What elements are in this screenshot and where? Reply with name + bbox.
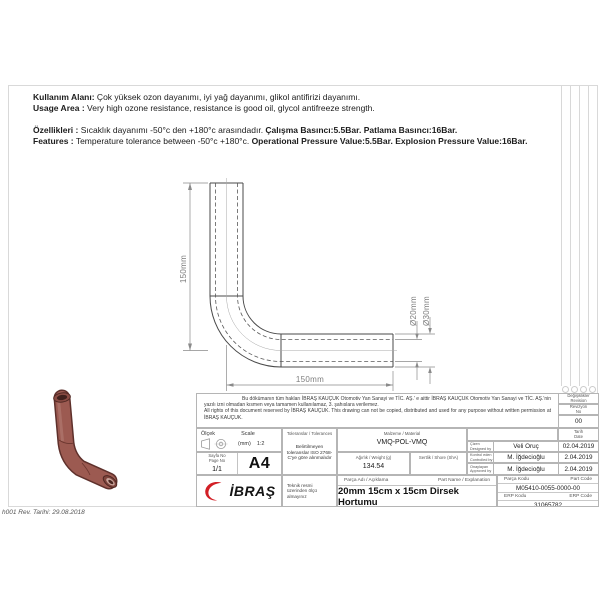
designed-date: 02.04.2019 [558,441,599,452]
description-block [33,92,558,147]
revision-strips [561,86,598,393]
material-cell: Malzeme / Material VMQ-POL-VMQ [337,428,467,452]
designed-by-label: Çizen Designed by [467,441,494,452]
features-tr-label: Özellikleri : [33,125,79,135]
usage-area-tr [33,92,558,103]
part-name-value: 20mm 15cm x 15cm Dirsek Hortumu [338,485,459,507]
revision-no-label: Revizyon No [558,404,599,415]
ibras-logo [196,475,282,507]
scale-cell [196,428,282,452]
title-block [196,393,599,507]
date-header: Tarih Date [558,428,599,441]
features-en-text: Temperature tolerance between -50°c +180°c. [73,136,252,146]
legal-text-en: All rights of this document reserved by İBRAŞ KAUÇUK. This drawing can not be copied, distributed and used for any purpose without written permission at İBRAŞ KAUÇUK. [204,408,551,421]
erp-code-value: 31065782 [533,501,563,507]
legal-notice [196,393,559,428]
scale-value: 1:2 [256,441,265,447]
elbow-technical-drawing [150,165,450,405]
footer-revision-note: h001 Rev. Tarihi: 29.08.2018 [2,509,85,516]
ibras-logo-text: İBRAŞ [229,483,276,499]
scale-unit: (mm) [238,441,251,447]
approved-date: 2.04.2019 [558,463,599,475]
features-en-label: Features : [33,136,74,146]
legal-text-tr: Bu dökümanın tüm hakları İBRAŞ KAUÇUK Otomotiv Yan Sanayi ve TİC. AŞ.' e aittir İBRAŞ KAUÇUK Otomotiv Yan Sanayi ve TİC. AŞ.'nin yazılı izni olmadan kısmen veya tamamen kullanılamaz, 3. şahıslara verilemez. [204,396,551,409]
part-code-cell: Parça Kodu Part Code M05410-0055-0000-00 ERP Kodu ERP Code 31065782 [497,475,599,507]
usage-tr-label: Kullanım Alanı: [33,92,95,102]
measure-note-cell: Teknik resmi üzerinden ölçü almayınız [282,475,337,507]
weight-value: 134.54 [362,463,385,470]
features-tr-text: Sıcaklık dayanımı -50°c den +180°c arasındadır. [78,125,266,135]
controlled-by-name: M. İğdecioğlu [493,452,559,463]
usage-area-en [33,103,558,114]
part-name-cell: Parça Adı / Açıklama Part Name / Explanation 20mm 15cm x 15cm Dirsek Hortumu [337,475,497,507]
ibras-swoosh-icon [202,479,226,503]
material-value: VMQ-POL-VMQ [376,439,428,446]
designed-by-name: Veli Oruç [493,441,559,452]
controlled-by-label: Kontrol eden Controlled by [467,452,494,463]
tolerances-note: Belirtilmeyen toleranslar ISO 2768-C'ye göre alınmalıdır [286,445,333,462]
usage-en-text: Very high ozone resistance, resistance is good oil, glycol antifreeze strength. [84,103,375,113]
revision-header: Değişiklikler Revision [558,393,599,404]
features-en [33,136,558,147]
usage-tr-text: Çok yüksek ozon dayanımı, iyi yağ dayanımı, glikol antifirizi dayanımı. [94,92,361,102]
dim-length-label: 150mm [295,375,325,384]
scale-label-tr: Ölçek [201,431,216,437]
weight-cell: Ağırlık / Weight (g) 134.54 [337,452,410,475]
features-tr [33,125,558,136]
controlled-date: 2.04.2019 [558,452,599,463]
hose-photo [30,383,145,505]
approved-by-label: Onaylayan Approved by [467,463,494,475]
revision-no-value: 00 [558,415,599,428]
tolerances-cell: Toleranslar / Tolerances Belirtilmeyen toleranslar ISO 2768-C'ye göre alınmalıdır [282,428,337,475]
scale-label-en: Scale [241,431,255,437]
page-cell: Sayfa No Page No 1/1 A4 [196,452,282,475]
dia-outer-label: Ø30mm [422,296,431,326]
dia-inner-label: Ø20mm [409,296,418,326]
explosion-pressure-en: Explosion Pressure Value:16Bar. [395,136,528,146]
operational-pressure: Operational Pressure Value:5.5Bar. [251,136,393,146]
approved-by-name: M. İğdecioğlu [493,463,559,475]
shore-cell: Sertlik / Shore (ShA) [410,452,467,475]
page-number: 1/1 [212,465,222,473]
part-code-value: M05410-0055-0000-00 [498,484,598,493]
working-pressure: Çalışma Basıncı:5.5Bar. [265,125,362,135]
dim-height-label: 150mm [179,254,188,284]
usage-en-label: Usage Area : [33,103,85,113]
paper-size: A4 [248,454,271,472]
people-spacer-cell [467,428,558,441]
explosion-pressure-tr: Patlama Basıncı:16Bar. [363,125,458,135]
projection-symbol-icon [200,438,232,450]
